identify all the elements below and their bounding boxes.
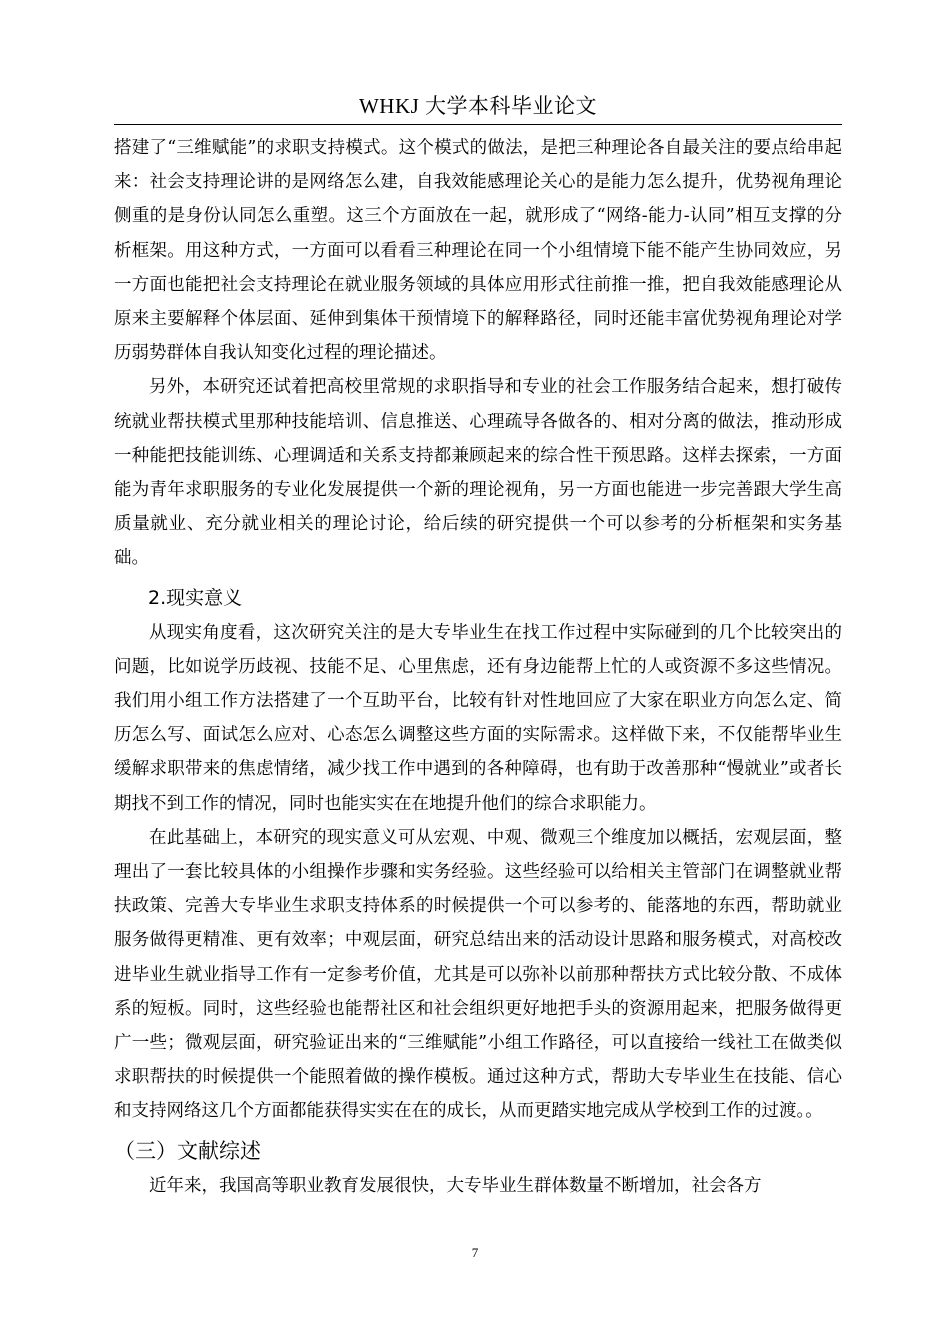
paragraph-theoretical-contribution: 另外，本研究还试着把高校里常规的求职指导和专业的社会工作服务结合起来，想打破传统就业帮扶模式里那种技能培训、信息推送、心理疏导各做各的、相对分离的做法，推动形成一种能把技能训练、心理调适和关系支持都兼顾起来的综合性干预思路。这样去探索，一方面能为青年求职服务的专业化发展提供一个新的理论视角，另一方面也能进一步完善跟大学生高质量就业、充分就业相关的理论讨论，给后续的研究提供一个可以参考的分析框架和实务基础。 <box>114 377 842 569</box>
paragraph-practical-levels: 在此基础上，本研究的现实意义可从宏观、中观、微观三个维度加以概括，宏观层面，整理出了一套比较具体的小组操作步骤和实务经验。这些经验可以给相关主管部门在调整就业帮扶政策、完善大专毕业生求职支持体系的时候提供一个可以参考的、能落地的东西，帮助就业服务做得更精准、更有效率；中观层面，研究总结出来的活动设计思路和服务模式，对高校改进毕业生就业指导工作有一定参考价值，尤其是可以弥补以前那种帮扶方式比较分散、不成体系的短板。同时，这些经验也能帮社区和社会组织更好地把手头的资源用起来，把服务做得更广一些；微观层面，研究验证出来的“三维赋能”小组工作路径，可以直接给一线社工在做类似求职帮扶的时候提供一个能照着做的操作模板。通过这种方式，帮助大专毕业生在技能、信心和支持网络这几个方面都能获得实实在在的成长，从而更踏实地完成从学校到工作的过渡。。 <box>114 827 842 1122</box>
header-rule <box>114 124 842 125</box>
paragraph-theoretical-framework: 搭建了“三维赋能”的求职支持模式。这个模式的做法，是把三种理论各自最关注的要点给串起来：社会支持理论讲的是网络怎么建，自我效能感理论关心的是能力怎么提升，优势视角理论侧重的是身份认同怎么重塑。这三个方面放在一起，就形成了“网络-能力-认同”相互支撑的分析框架。用这种方式，一方面可以看看三种理论在同一个小组情境下能不能产生协同效应，另一方面也能把社会支持理论在就业服务领域的具体应用形式往前推一推，把自我效能感理论从原来主要解释个体层面、延伸到集体干预情境下的解释路径，同时还能丰富优势视角理论对学历弱势群体自我认知变化过程的理论描述。 <box>114 138 842 364</box>
heading-literature-review: （三）文献综述 <box>114 1138 261 1163</box>
running-header: WHKJ 大学本科毕业论文 <box>358 94 598 118</box>
page-number: 7 <box>471 1245 479 1260</box>
paragraph-practical-overview: 从现实角度看，这次研究关注的是大专毕业生在找工作过程中实际碰到的几个比较突出的问题，比如说学历歧视、技能不足、心里焦虑，还有身边能帮上忙的人或资源不多这些情况。我们用小组工作方法搭建了一个互助平台，比较有针对性地回应了大家在职业方向怎么定、简历怎么写、面试怎么应对、心态怎么调整这些方面的实际需求。这样做下来，不仅能帮毕业生缓解求职带来的焦虑情绪，减少找工作中遇到的各种障碍，也有助于改善那种“慢就业”或者长期找不到工作的情况，同时也能实实在在地提升他们的综合求职能力。 <box>114 622 842 814</box>
page-body <box>114 131 842 1203</box>
paragraph-literature-intro: 近年来，我国高等职业教育发展很快，大专毕业生群体数量不断增加，社会各方 <box>149 1175 762 1196</box>
heading-practical-significance: 2.现实意义 <box>148 586 243 609</box>
